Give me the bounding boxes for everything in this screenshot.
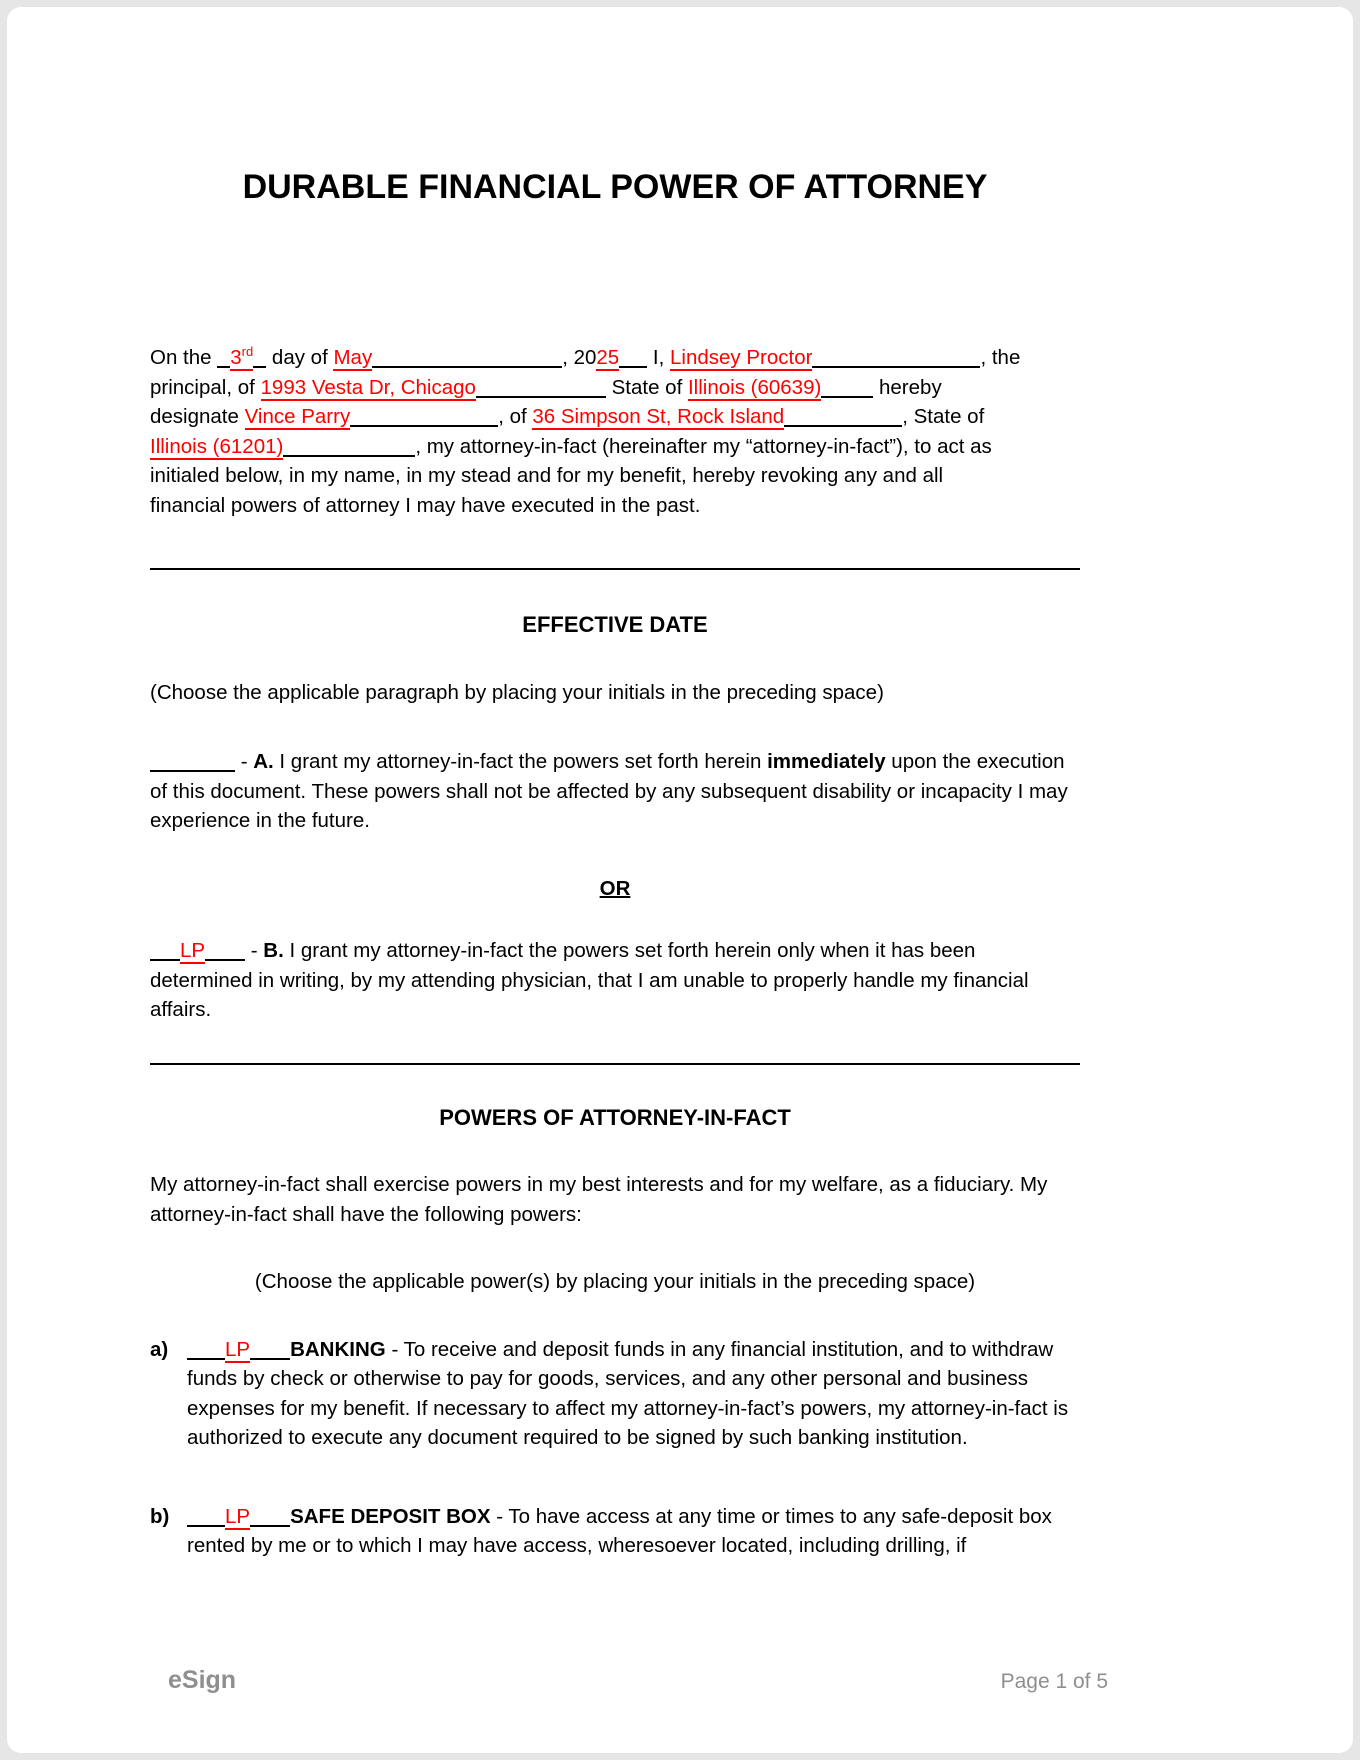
page-number-label: Page 1 of 5 xyxy=(1000,1670,1108,1693)
document-content xyxy=(150,167,1080,1561)
option-a-paragraph xyxy=(150,747,1080,836)
option-a-dash: - xyxy=(235,750,254,773)
page-footer xyxy=(168,1666,1108,1695)
agent-address-field-value: 36 Simpson St, Rock Island xyxy=(532,405,785,428)
option-b-dash: - xyxy=(245,939,264,962)
power-item-banking xyxy=(150,1335,1080,1453)
intro-text: , the xyxy=(980,346,1021,369)
blank-line xyxy=(250,1358,290,1360)
blank-line xyxy=(350,425,498,427)
intro-text: designate xyxy=(150,405,245,428)
esign-brand-label: eSign xyxy=(168,1666,237,1694)
intro-text: hereby xyxy=(873,375,942,399)
blank-line xyxy=(217,366,230,368)
effective-date-heading: EFFECTIVE DATE xyxy=(522,612,708,637)
intro-line-2 xyxy=(150,373,1080,403)
month-field-value: May xyxy=(333,346,373,369)
powers-instruction: (Choose the applicable power(s) by placing your initials in the preceding space) xyxy=(254,1270,976,1293)
blank-line xyxy=(187,1525,225,1527)
power-description: - To have access at any time or times to any safe-deposit box rented by me or to which I may have access, wheresoever located, including drilling, if xyxy=(187,1504,1052,1557)
intro-text: , 20 xyxy=(562,346,597,369)
blank-line xyxy=(476,396,606,398)
section-divider xyxy=(150,568,1080,570)
intro-line-4 xyxy=(150,432,1080,462)
intro-text: day of xyxy=(266,346,334,369)
option-a-initials-blank xyxy=(150,770,235,772)
intro-text: State of xyxy=(605,375,688,399)
powers-intro-paragraph: My attorney-in-fact shall exercise powers in my best interests and for my welfare, as a fiduciary. My attorney-in-fact shall have the following powers: xyxy=(150,1173,1048,1226)
blank-line xyxy=(253,366,266,368)
blank-line xyxy=(812,366,980,368)
power-item-safe-deposit-box xyxy=(150,1502,1080,1561)
intro-text: , of xyxy=(498,405,533,428)
power-name: SAFE DEPOSIT BOX xyxy=(290,1504,491,1528)
power-item-body xyxy=(187,1502,1080,1561)
blank-line xyxy=(150,959,180,961)
intro-line-5: initialed below, in my name, in my stead and for my benefit, hereby revoking any and all xyxy=(150,464,944,487)
section-divider xyxy=(150,1063,1080,1065)
option-b-text: I grant my attorney-in-fact the powers set forth herein only when it has been determined in writing, by my attending physician, that I am unable to properly handle my financial affairs. xyxy=(150,939,1029,1021)
intro-line-1 xyxy=(150,343,1080,373)
power-initials-value: LP xyxy=(225,1337,251,1361)
principal-state-field-value: Illinois (60639) xyxy=(687,375,822,399)
intro-text: principal, of xyxy=(150,375,261,399)
intro-text: On the xyxy=(150,346,218,369)
blank-line xyxy=(372,366,562,368)
power-name: BANKING xyxy=(290,1337,386,1361)
blank-line xyxy=(283,455,415,457)
intro-text: , State of xyxy=(902,405,985,428)
option-b-label: B. xyxy=(263,939,284,962)
intro-line-3 xyxy=(150,402,1080,432)
agent-name-field-value: Vince Parry xyxy=(244,405,351,428)
intro-text: I, xyxy=(647,346,671,369)
intro-text: , my attorney-in-fact (hereinafter my “attorney-in-fact”), to act as xyxy=(415,434,992,458)
powers-heading: POWERS OF ATTORNEY-IN-FACT xyxy=(439,1104,791,1130)
document-title: DURABLE FINANCIAL POWER OF ATTORNEY xyxy=(242,168,988,206)
power-item-label: a) xyxy=(150,1337,169,1361)
blank-line xyxy=(784,425,902,427)
or-label: OR xyxy=(599,876,631,900)
option-a-label: A. xyxy=(253,750,274,773)
option-b-paragraph xyxy=(150,936,1080,1025)
or-separator xyxy=(150,874,1080,904)
power-item-body xyxy=(187,1335,1080,1453)
power-item-label: b) xyxy=(150,1504,170,1528)
blank-line xyxy=(187,1358,225,1360)
option-b-initials-value: LP xyxy=(180,939,206,962)
blank-line xyxy=(619,366,647,368)
blank-line xyxy=(205,959,245,961)
principal-address-field-value: 1993 Vesta Dr, Chicago xyxy=(260,375,476,399)
day-field-value: 3rd xyxy=(230,344,254,369)
intro-paragraph xyxy=(150,343,1080,520)
blank-line xyxy=(821,396,873,398)
document-page xyxy=(7,7,1353,1753)
year-field-value: 25 xyxy=(596,346,620,369)
day-ordinal-suffix: rd xyxy=(241,344,254,360)
blank-line xyxy=(250,1525,290,1527)
intro-line-6: financial powers of attorney I may have executed in the past. xyxy=(150,493,701,517)
option-a-text: upon the execution of this document. These powers shall not be affected by any subsequent disability or incapacity I may experience in the future. xyxy=(150,750,1068,832)
option-a-text: I grant my attorney-in-fact the powers set forth herein xyxy=(273,750,768,773)
power-description: - To receive and deposit funds in any financial institution, and to withdraw funds by check or otherwise to pay for goods, services, and any other personal and business expenses for my benefit. If necessary to affect my attorney-in-fact’s powers, my attorney-in-fact is authorized to execute any document required to be signed by such banking institution. xyxy=(187,1337,1069,1449)
principal-name-field-value: Lindsey Proctor xyxy=(670,346,813,369)
power-initials-value: LP xyxy=(225,1504,251,1528)
agent-state-field-value: Illinois (61201) xyxy=(150,434,284,458)
option-a-emphasis: immediately xyxy=(767,750,886,773)
effective-date-instruction: (Choose the applicable paragraph by placing your initials in the preceding space) xyxy=(150,680,884,704)
